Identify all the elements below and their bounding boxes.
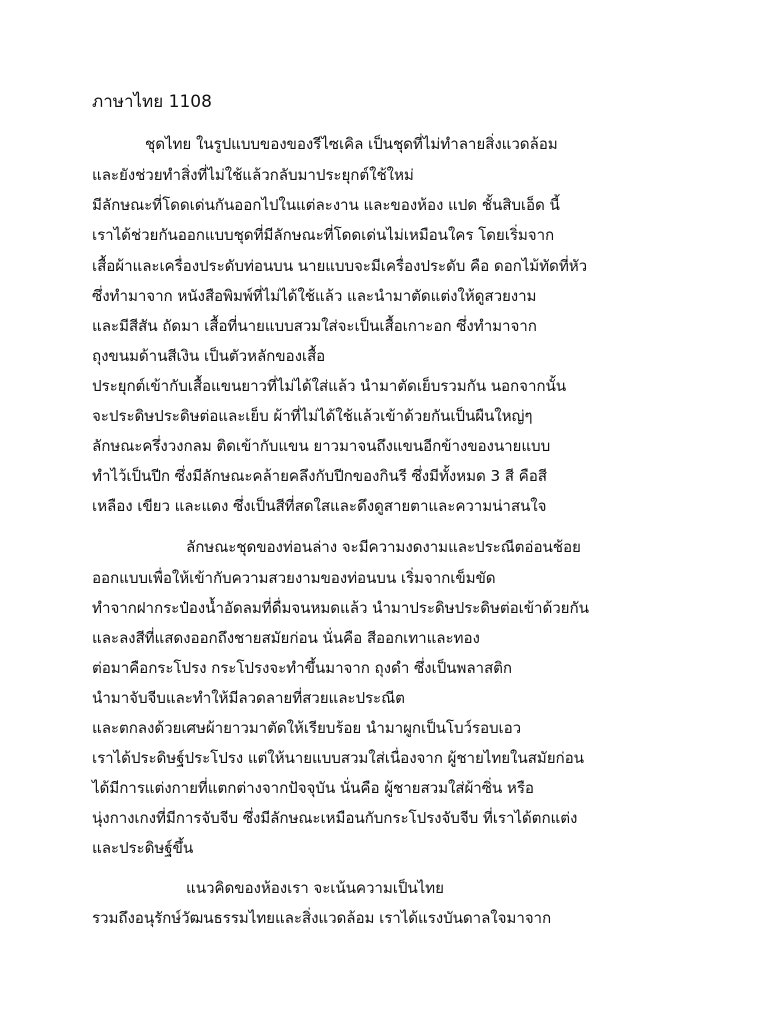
paragraph-line: ทำไว้เป็นปีก ซึ่งมีลักษณะคล้ายคลึงกับปีกของกินรี ซึ่งมีทั้งหมด 3 สี คือสี — [92, 467, 547, 485]
paragraph-line: นำมาจับจีบและทำให้มีลวดลายที่สวยและประณีต — [92, 689, 405, 707]
document-heading: ภาษาไทย 1108 — [92, 92, 212, 112]
paragraph-line: ได้มีการแต่งกายที่แตกต่างจากปัจจุบัน นั่นคือ ผู้ชายสวมใส่ผ้าซิ่น หรือ — [92, 779, 534, 797]
paragraph-line: ต่อมาคือกระโปรง กระโปรงจะทำขึ้นมาจาก ถุงดำ ซึ่งเป็นพลาสติก — [92, 659, 512, 677]
paragraph-line: ลักษณะชุดของท่อนล่าง จะมีความงดงามและประณีตอ่อนช้อย — [186, 538, 581, 556]
paragraph-line: มีลักษณะที่โดดเด่นกันออกไปในแต่ละงาน และของห้อง แปด ชั้นสิบเอ็ด นี้ — [92, 196, 560, 214]
paragraph-line: ทำจากฝากระป๋องน้ำอัดลมที่ดื่มจนหมดแล้ว นำมาประดิษประดิษต่อเข้าด้วยกัน — [92, 599, 589, 617]
paragraph-line: เราได้ช่วยกันออกแบบชุดที่มีลักษณะที่โดดเด่นไม่เหมือนใคร โดยเริ่มจาก — [92, 226, 555, 244]
paragraph-line: ลักษณะครึ่งวงกลม ติดเข้ากับแขน ยาวมาจนถึงแขนอีกข้างของนายแบบ — [92, 437, 551, 455]
paragraph-line: นุ่งกางเกงที่มีการจับจีบ ซึ่งมีลักษณะเหมือนกับกระโปรงจับจีบ ที่เราได้ตกแต่ง — [92, 809, 578, 827]
paragraph-line: และตกลงด้วยเศษผ้ายาวมาตัดให้เรียบร้อย นำมาผูกเป็นโบว์รอบเอว — [92, 719, 522, 737]
paragraph-line: และลงสีที่แสดงออกถึงชายสมัยก่อน นั่นคือ สีออกเทาและทอง — [92, 629, 480, 647]
paragraph-line: ชุดไทย ในรูปแบบของของรีไซเคิล เป็นชุดที่ไม่ทำลายสิ่งแวดล้อม — [145, 135, 558, 153]
paragraph-line: ซึ่งทำมาจาก หนังสือพิมพ์ที่ไม่ได้ใช้แล้ว และนำมาตัดแต่งให้ดูสวยงาม — [92, 287, 537, 305]
paragraph-line: จะประดิษประดิษต่อและเย็บ ผ้าที่ไม่ได้ใช้แล้วเข้าด้วยกันเป็นผืนใหญ่ๆ — [92, 407, 533, 425]
paragraph-line: และยังช่วยทำสิ่งที่ไม่ใช้แล้วกลับมาประยุกต์ใช้ใหม่ — [92, 166, 414, 184]
paragraph-line: เหลือง เขียว และแดง ซึ่งเป็นสีที่สดใสและดึงดูสายตาและความน่าสนใจ — [92, 497, 547, 515]
paragraph-line: แนวคิดของห้องเรา จะเน้นความเป็นไทย — [186, 879, 444, 897]
paragraph-line: เราได้ประดิษฐ์ประโปรง แต่ให้นายแบบสวมใส่เนื่องจาก ผู้ชายไทยในสมัยก่อน — [92, 749, 584, 767]
paragraph-line: และมีสีสัน ถัดมา เสื้อที่นายแบบสวมใส่จะเป็นเสื้อเกาะอก ซึ่งทำมาจาก — [92, 317, 537, 335]
paragraph-line: ประยุกต์เข้ากับเสื้อแขนยาวที่ไม่ได้ใส่แล้ว นำมาตัดเย็บรวมกัน นอกจากนั้น — [92, 377, 567, 395]
paragraph-line: ออกแบบเพื่อให้เข้ากับความสวยงามของท่อนบน เริ่มจากเข็มขัด — [92, 569, 496, 587]
paragraph-line: ถุงขนมด้านสีเงิน เป็นตัวหลักของเสื้อ — [92, 347, 326, 365]
paragraph-line: เสื้อผ้าและเครื่องประดับท่อนบน นายแบบจะมีเครื่องประดับ คือ ดอกไม้ทัดที่หัว — [92, 257, 588, 275]
paragraph-line: รวมถึงอนุรักษ์วัฒนธรรมไทยและสิ่งแวดล้อม เราได้แรงบันดาลใจมาจาก — [92, 909, 552, 927]
paragraph-line: และประดิษฐ์ขึ้น — [92, 839, 194, 857]
